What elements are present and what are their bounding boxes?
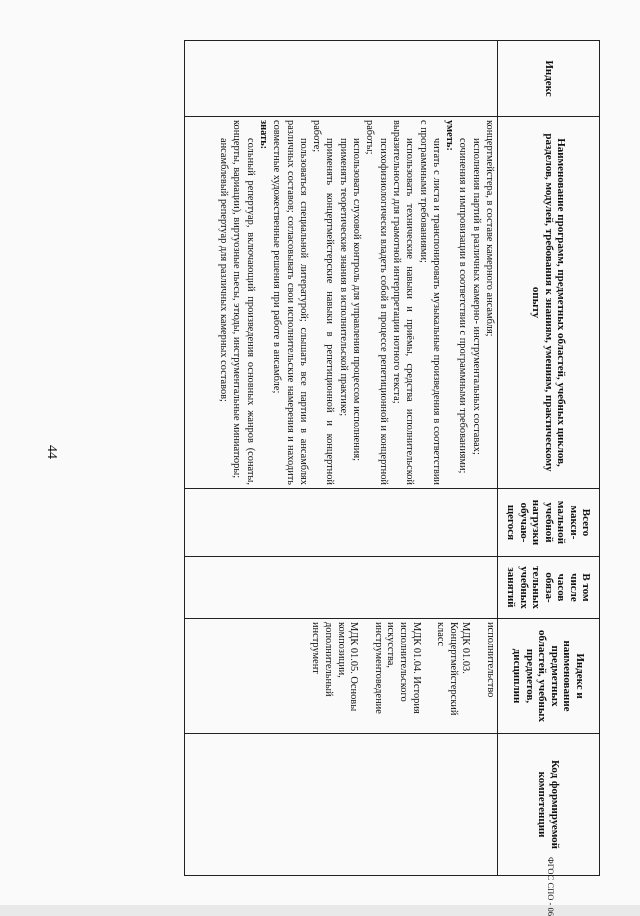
- requirement-line: исполнения партий в различных камерно- инструментальных составах;: [470, 138, 482, 455]
- header-mandatory-hours: В том числе часов обяза-тельных учебных занятий: [498, 557, 600, 619]
- requirement-line: сочинения и импровизации в соответствии с программными требованиями;: [457, 138, 469, 474]
- cell-mandatory-hours: [185, 557, 498, 619]
- header-index: Индекс: [498, 41, 600, 117]
- discipline-entry: МДК 01.04. История исполнительского искусства, инструментоведение: [372, 622, 422, 714]
- requirement-line: ансамблевый репертуар для различных камерных составов;: [218, 138, 230, 402]
- cell-index: [185, 41, 498, 117]
- header-max-load: Всего макси-мальной учебной нагрузки обучаю-щегося: [498, 489, 600, 557]
- requirement-line: использовать слуховой контроль для управления процессом исполнения;: [351, 138, 363, 462]
- requirement-line: уметь:: [444, 120, 456, 151]
- requirement-line: сольный репертуар, включающий произведения основных жанров (сонаты, концерты, вариации), виртуозные пьесы, этюды, инструментальные миниатюры;: [231, 120, 256, 485]
- requirement-line: применять концертмейстерские навыки в репетиционной и концертной работе;: [311, 120, 336, 485]
- header-name: Наименование программ, предметных областей, учебных циклов, разделов, модулей, требования к знаниям, умениям, практическому опыту: [498, 117, 600, 489]
- rotated-table-wrapper: [184, 40, 600, 875]
- page-number: 44: [44, 445, 59, 459]
- cell-discipline: [185, 619, 498, 734]
- curriculum-table: [184, 40, 600, 876]
- table-header-row: [498, 41, 600, 876]
- requirement-line: читать с листа и транспонировать музыкальные произведения в соответствии с программными требованиями;: [417, 120, 442, 485]
- requirement-line: знать:: [257, 120, 269, 150]
- cell-competency: [185, 734, 498, 876]
- discipline-entry: МДК 01.05. Основы композиции, дополнительный инструмент: [310, 622, 360, 712]
- requirement-line: психофизиологически владеть собой в процессе репетиционной и концертной работы;: [364, 120, 389, 485]
- requirement-line: применять теоретические знания в исполнительской практике;: [337, 138, 349, 417]
- requirement-line: пользоваться специальной литературой; слышать все партии в ансамблях различных составов; согласовывать свои исполнительские намерения и находить совместные художественные решения при работе в ансамбле;: [271, 120, 309, 485]
- discipline-entry: МДК 01.03. Концертмейстерский класс: [435, 622, 472, 716]
- requirement-line: концертмейстера, в составе камерного ансамбля;: [484, 120, 495, 337]
- cell-max-load: [185, 489, 498, 557]
- header-competency: Код формируемой компетенции: [498, 734, 600, 876]
- header-discipline: Индекс и наименование предметных областей, учебных предметов, дисциплин: [498, 619, 600, 734]
- table-row: [185, 41, 498, 876]
- discipline-entry: исполнительство: [485, 622, 496, 698]
- cell-requirements: [185, 117, 498, 489]
- requirement-line: использовать технические навыки и приёмы, средства исполнительской выразительности для грамотной интерпретации нотного текста;: [390, 120, 416, 485]
- footer-code: ФГОС СПО - 06: [546, 857, 556, 916]
